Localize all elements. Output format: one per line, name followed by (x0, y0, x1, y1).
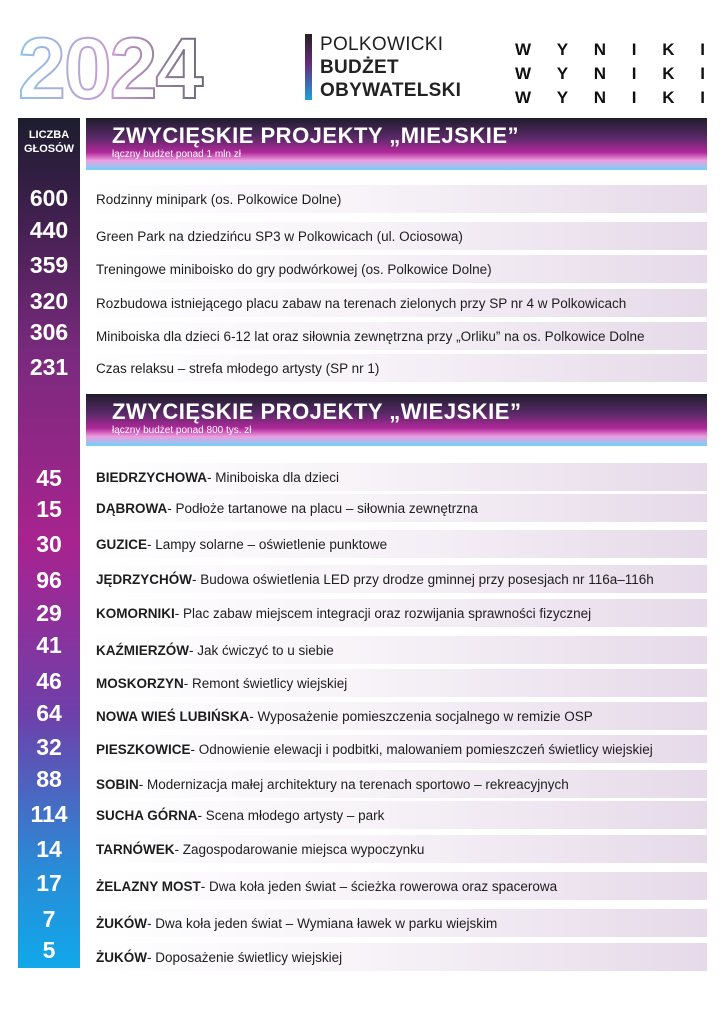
project-row: Miniboiska dla dzieci 6-12 lat oraz siłownia zewnętrzna przy „Orliku” na os. Polkowice Dolne (88, 322, 707, 350)
vote-count: 45 (36, 465, 62, 491)
wyniki-row: W Y N I K I (515, 88, 705, 107)
brand-line-3: OBYWATELSKI (320, 80, 462, 101)
project-row: BIEDRZYCHOWA - Miniboiska dla dzieci (88, 463, 707, 491)
vote-count: 41 (36, 632, 62, 658)
vote-count: 88 (36, 766, 62, 792)
vote-count: 17 (36, 870, 62, 896)
vote-count: 231 (29, 354, 69, 380)
project-row: ŻUKÓW - Dwa koła jeden świat – Wymiana ławek w parku wiejskim (88, 909, 707, 937)
vote-count: 32 (36, 734, 62, 760)
project-row: Czas relaksu – strefa młodego artysty (SP nr 1) (88, 354, 707, 382)
project-row: SOBIN - Modernizacja małej architektury na terenach sportowo – rekreacyjnych (88, 770, 707, 798)
project-row: DĄBROWA - Podłoże tartanowe na placu – siłownia zewnętrzna (88, 494, 707, 522)
brand-line-1: POLKOWICKI (320, 34, 444, 55)
project-row: Green Park na dziedzińcu SP3 w Polkowicach (ul. Ociosowa) (88, 222, 707, 250)
year-text: 2024 (18, 26, 202, 106)
project-row: SUCHA GÓRNA - Scena młodego artysty – park (88, 801, 707, 829)
section-header-village (86, 394, 707, 446)
vote-count: 306 (29, 319, 69, 345)
vote-count: 14 (36, 836, 62, 862)
wyniki-row: W Y N I K I (515, 64, 705, 83)
vote-count: 359 (29, 252, 69, 278)
vote-count: 320 (29, 288, 69, 314)
year-logo (18, 26, 280, 106)
project-row: Rodzinny minipark (os. Polkowice Dolne) (88, 185, 707, 213)
brand-bar (305, 34, 312, 100)
project-row: Treningowe miniboisko do gry podwórkowej (os. Polkowice Dolne) (88, 255, 707, 283)
vote-count: 5 (42, 937, 56, 963)
vote-count: 64 (36, 700, 62, 726)
project-row: ŻELAZNY MOST - Dwa koła jeden świat – ścieżka rowerowa oraz spacerowa (88, 872, 707, 900)
vote-count: 15 (36, 496, 62, 522)
section-title: ZWYCIĘSKIE PROJEKTY „WIEJSKIE” (112, 399, 522, 424)
project-row: PIESZKOWICE - Odnowienie elewacji i podbitki, malowaniem pomieszczeń świetlicy wiejskiej (88, 735, 707, 763)
brand-name (320, 33, 461, 102)
project-row: GUZICE - Lampy solarne – oświetlenie punktowe (88, 530, 707, 558)
project-row: KOMORNIKI - Plac zabaw miejscem integracji oraz rozwijania sprawności fizycznej (88, 599, 707, 627)
project-row: JĘDRZYCHÓW - Budowa oświetlenia LED przy drodze gminnej przy posesjach nr 116a–116h (88, 565, 707, 593)
section-subtitle: łączny budżet ponad 1 mln zł (112, 149, 241, 160)
vote-count: 7 (42, 906, 56, 932)
vote-count: 46 (36, 668, 62, 694)
project-row: ŻUKÓW - Doposażenie świetlicy wiejskiej (88, 943, 707, 971)
project-row: MOSKORZYN - Remont świetlicy wiejskiej (88, 669, 707, 697)
vote-count: 30 (36, 531, 62, 557)
brand-line-2: BUDŻET (320, 57, 399, 78)
vote-count: 29 (36, 600, 62, 626)
vote-count: 114 (30, 801, 68, 827)
vote-count: 440 (29, 217, 69, 243)
vote-count: 600 (29, 185, 69, 211)
project-row: NOWA WIEŚ LUBIŃSKA - Wyposażenie pomieszczenia socjalnego w remizie OSP (88, 702, 707, 730)
project-row: KAŹMIERZÓW - Jak ćwiczyć to u siebie (88, 636, 707, 664)
section-title: ZWYCIĘSKIE PROJEKTY „MIEJSKIE” (112, 123, 520, 148)
wyniki-row: W Y N I K I (515, 40, 705, 59)
votes-column-label: LICZBA GŁOSÓW (23, 129, 75, 155)
wyniki-block (515, 38, 705, 110)
project-row: TARNÓWEK - Zagospodarowanie miejsca wypoczynku (88, 835, 707, 863)
project-row: Rozbudowa istniejącego placu zabaw na terenach zielonych przy SP nr 4 w Polkowicach (88, 289, 707, 317)
vote-count: 96 (36, 567, 62, 593)
section-header-city (86, 118, 707, 170)
section-subtitle: łączny budżet ponad 800 tys. zł (112, 425, 252, 436)
